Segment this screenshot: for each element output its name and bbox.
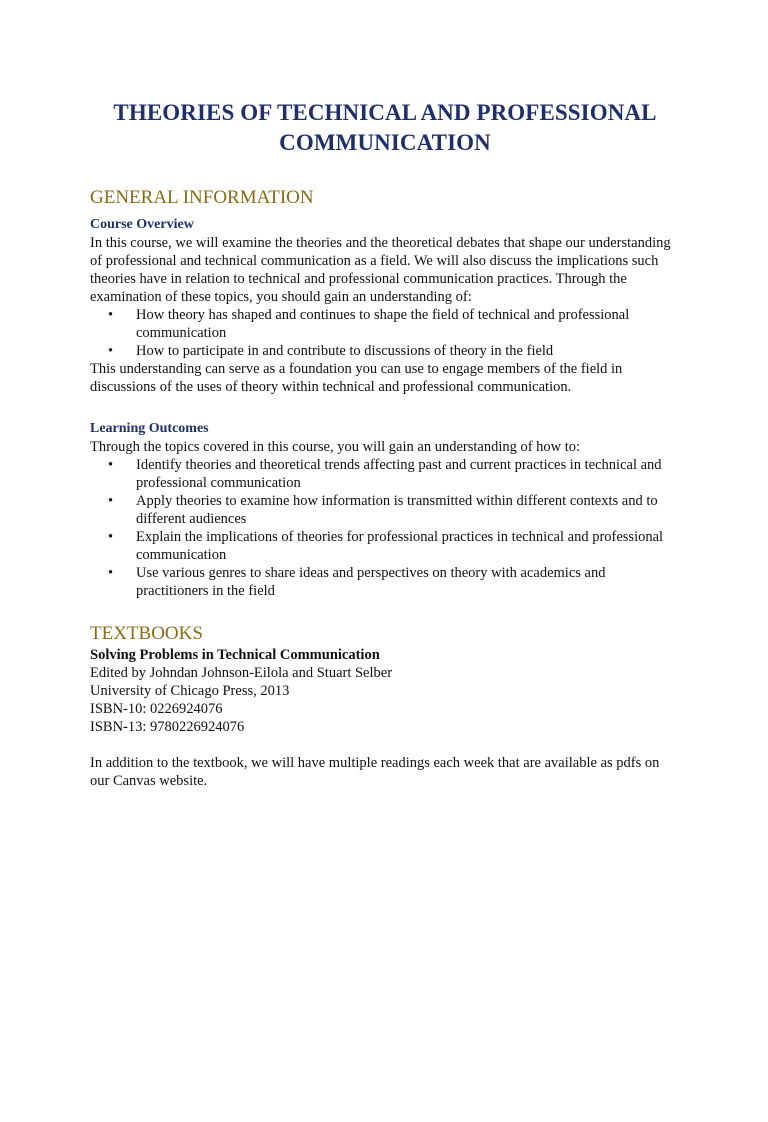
document-title-line-1: THEORIES OF TECHNICAL AND PROFESSIONAL	[113, 100, 657, 125]
learning-outcomes-intro: Through the topics covered in this course, you will gain an understanding of how to:	[90, 439, 581, 455]
learning-outcomes-heading: Learning Outcomes	[90, 421, 209, 436]
textbook-isbn-13: ISBN-13: 9780226924076	[90, 719, 245, 735]
general-information-heading: GENERAL INFORMATION	[90, 187, 314, 208]
textbook-publisher: University of Chicago Press, 2013	[90, 683, 290, 699]
list-item: • Identify theories and theoretical trends affecting past and current practices in technical and professional communication	[136, 456, 680, 492]
document-title	[90, 98, 680, 158]
additional-readings-note: In addition to the textbook, we will have multiple readings each week that are available as pdfs on our Canvas website.	[90, 755, 660, 789]
textbook-title: Solving Problems in Technical Communication	[90, 647, 380, 663]
course-overview-heading: Course Overview	[90, 217, 194, 232]
list-item: • How theory has shaped and continues to shape the field of technical and professional communication	[136, 306, 680, 342]
textbook-isbn-10: ISBN-10: 0226924076	[90, 701, 223, 717]
list-item: • How to participate in and contribute to discussions of theory in the field	[136, 342, 680, 360]
list-item: • Use various genres to share ideas and perspectives on theory with academics and practitioners in the field	[136, 564, 680, 600]
learning-outcomes-bullets	[90, 456, 680, 600]
textbook-editors: Edited by Johndan Johnson-Eilola and Stuart Selber	[90, 665, 393, 681]
document-page	[0, 98, 768, 1122]
course-overview-closing: This understanding can serve as a foundation you can use to engage members of the field in discussions of the uses of theory within technical and professional communication.	[90, 361, 623, 395]
document-title-line-2: COMMUNICATION	[279, 130, 491, 155]
course-overview-bullets	[90, 306, 680, 360]
list-item: • Apply theories to examine how information is transmitted within different contexts and to different audiences	[136, 492, 680, 528]
course-overview-intro: In this course, we will examine the theories and the theoretical debates that shape our understanding of professional and technical communication as a field. We will also discuss the implications such theories have in relation to technical and professional communication practices. Through the examination of these topics, you should gain an understanding of:	[90, 235, 671, 305]
textbooks-heading: TEXTBOOKS	[90, 623, 203, 644]
list-item: • Explain the implications of theories for professional practices in technical and professional communication	[136, 528, 680, 564]
